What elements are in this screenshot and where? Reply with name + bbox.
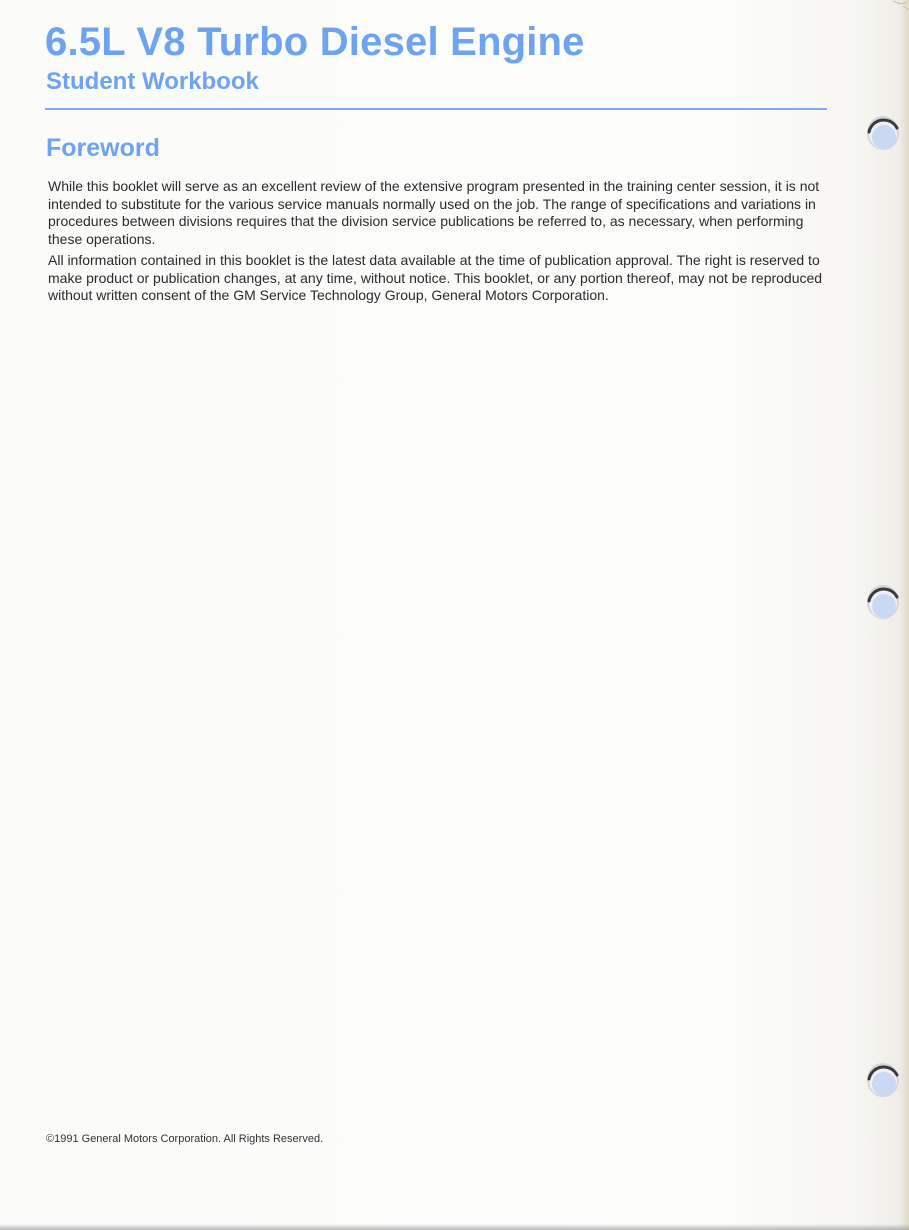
binder-hole-icon xyxy=(863,1059,901,1099)
document-subtitle: Student Workbook xyxy=(46,68,259,95)
binder-hole-icon xyxy=(863,112,901,152)
page-edge-shadow xyxy=(899,0,909,1230)
binder-hole-icon xyxy=(863,581,901,621)
document-title: 6.5L V8 Turbo Diesel Engine xyxy=(45,20,585,64)
foreword-paragraph-2: All information contained in this booklet is the latest data available at the time of publication approval. The right is reserved to make product or publication changes, at any time, without notice. This booklet, or any portion thereof, may not be reproduced without written consent of the GM Service Technology Group, General Motors Corporation. xyxy=(48,252,823,303)
page-bottom-edge xyxy=(0,1224,909,1230)
copyright-notice: ©1991 General Motors Corporation. All Rights Reserved. xyxy=(46,1133,324,1145)
section-heading-foreword: Foreword xyxy=(46,134,160,162)
header-rule xyxy=(45,108,827,110)
foreword-paragraph-1: While this booklet will serve as an excellent review of the extensive program presented in the training center session, it is not intended to substitute for the various service manuals normally used on the job. The range of specifications and variations in procedures between divisions requires that the division service publications be referred to, as necessary, when performing these operations. xyxy=(48,178,820,247)
